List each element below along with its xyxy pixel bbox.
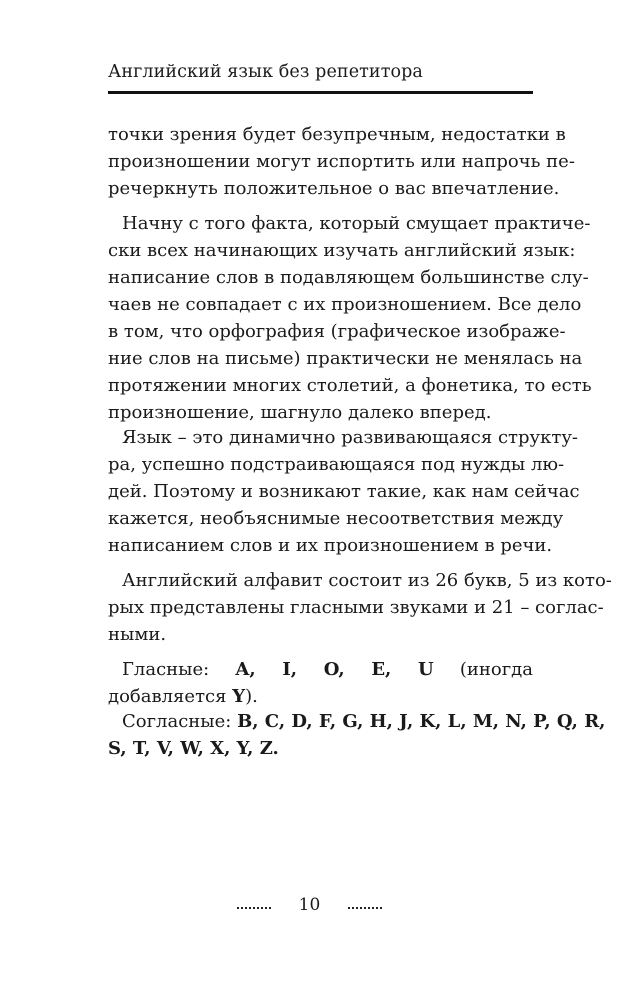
paragraph-3	[108, 424, 580, 559]
text-line: рых представлены гласными звуками и 21 – соглас-	[108, 597, 604, 618]
text-line: протяжении многих столетий, а фонетика, то есть	[108, 375, 592, 396]
text-line: ски всех начинающих изучать английский язык:	[108, 240, 576, 261]
text-line: написанием слов и их произношением в речи.	[108, 535, 553, 556]
consonants-letters-2: S, T, V, W, X, Y, Z.	[108, 738, 279, 759]
vowels-label: Гласные:	[122, 659, 210, 680]
text-line: ние слов на письме) практически не менялась на	[108, 348, 583, 369]
paragraph-4	[108, 567, 612, 648]
vowels-letters: A, I, O, E, U	[235, 659, 434, 680]
footer-dots-left	[237, 907, 271, 909]
text-line: ра, успешно подстраивающаяся под нужды лю-	[108, 454, 565, 475]
text-line: произношение, шагнуло далеко вперед.	[108, 402, 492, 423]
text-line: кажется, необъяснимые несоответствия между	[108, 508, 564, 529]
text-line: чаев не совпадает с их произношением. Все дело	[108, 294, 582, 315]
text-line: Английский алфавит состоит из 26 букв, 5 из кото-	[122, 570, 612, 591]
text-line: произношении могут испортить или напрочь пе-	[108, 151, 575, 172]
paragraph-1	[108, 121, 575, 202]
consonants-line-2	[108, 735, 533, 762]
consonants-letters-1: B, C, D, F, G, H, J, K, L, M, N, P, Q, R,	[237, 711, 606, 732]
text-line: дей. Поэтому и возникают такие, как нам сейчас	[108, 481, 580, 502]
running-header: Английский язык без репетитора	[108, 60, 533, 94]
vowels-note-letter: Y	[232, 686, 246, 707]
footer-dots-right	[348, 907, 382, 909]
consonants-block	[108, 708, 606, 762]
page-number: 10	[298, 895, 321, 915]
text-line: речеркнуть положительное о вас впечатление.	[108, 178, 560, 199]
text-line: Язык – это динамично развивающаяся структу-	[122, 427, 578, 448]
text-line: написание слов в подавляющем большинстве слу-	[108, 267, 589, 288]
paragraph-2	[108, 210, 592, 426]
vowels-note: (иногда добавляется	[108, 659, 533, 707]
text-line: точки зрения будет безупречным, недостатки в	[108, 124, 566, 145]
text-line: Начну с того факта, который смущает практиче-	[122, 213, 591, 234]
vowels-line	[108, 656, 533, 710]
text-line: ными.	[108, 624, 167, 645]
consonants-line-1	[108, 708, 606, 735]
consonants-label: Согласные:	[122, 711, 232, 732]
text-line: в том, что орфография (графическое изображе-	[108, 321, 566, 342]
vowels-note-close: ).	[245, 686, 258, 707]
page-footer	[0, 893, 619, 917]
